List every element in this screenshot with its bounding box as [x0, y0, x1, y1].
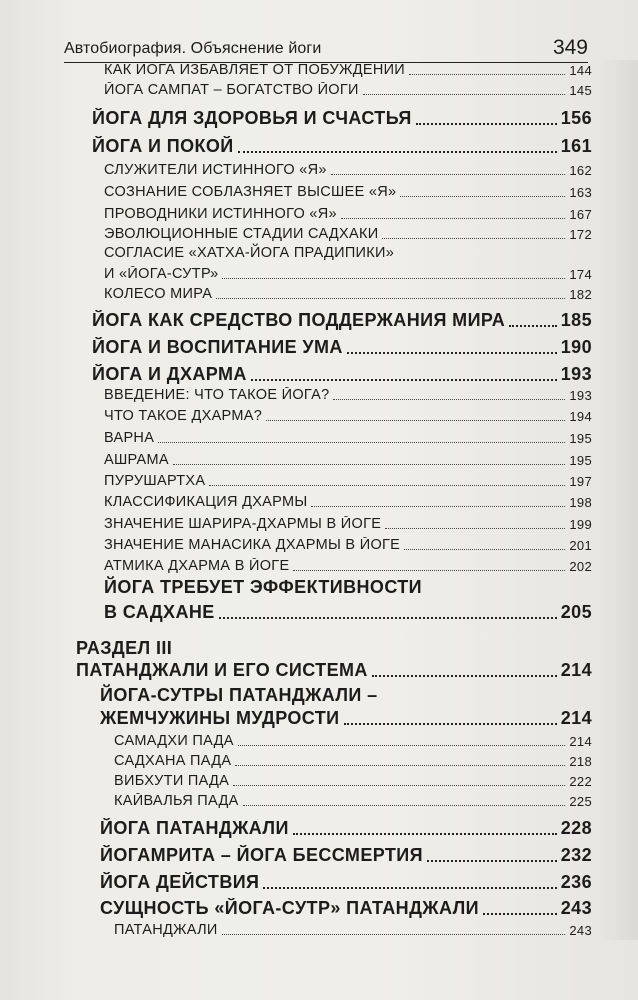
toc-entry — [104, 408, 592, 424]
leader-dots — [385, 527, 565, 529]
leader-dots — [341, 217, 566, 219]
toc-entry-title: КАК ЙОГА ИЗБАВЛЯЕТ ОТ ПОБУЖДЕНИЙ — [104, 62, 406, 78]
toc-entry-page: 228 — [560, 818, 592, 838]
leader-dots — [251, 378, 557, 381]
toc-entry-page: 236 — [560, 872, 592, 892]
leader-dots — [382, 237, 565, 239]
leader-dots — [293, 569, 565, 571]
leader-dots — [222, 277, 565, 279]
toc-entry-title-line2: И «ЙОГА-СУТР» — [104, 266, 219, 282]
toc-entry-page: 197 — [569, 474, 592, 489]
toc-entry-title: САМАДХИ ПАДА — [114, 733, 234, 749]
page-number: 349 — [552, 36, 588, 59]
leader-dots — [416, 122, 557, 125]
toc-entry-title: ЙОГА КАК СРЕДСТВО ПОДДЕРЖАНИЯ МИРА — [92, 310, 506, 330]
toc-entry — [104, 82, 592, 98]
toc-entry-page: 198 — [569, 495, 592, 510]
toc-entry — [104, 516, 592, 532]
toc-entry — [92, 364, 592, 385]
toc-entry-page: 225 — [569, 794, 592, 809]
leader-dots — [344, 722, 557, 725]
leader-dots — [400, 195, 565, 197]
toc-entry-page: 195 — [569, 431, 592, 446]
toc-entry — [104, 226, 592, 242]
toc-entry-page: 201 — [569, 538, 592, 553]
toc-entry — [100, 872, 592, 893]
toc-entry-page: 162 — [569, 163, 592, 178]
toc-entry-page: 172 — [569, 227, 592, 242]
toc-entry-page: 193 — [569, 388, 592, 403]
toc-entry — [104, 430, 592, 446]
leader-dots — [238, 744, 566, 746]
toc-entry-title: КАЙВАЛЬЯ ПАДА — [114, 793, 239, 809]
toc-entry — [114, 753, 592, 769]
toc-entry-page: 222 — [569, 774, 592, 789]
toc-entry — [100, 845, 592, 866]
toc-entry-page: 243 — [569, 923, 592, 938]
toc-entry-title: ПАТАНДЖАЛИ — [114, 922, 218, 938]
toc-entry — [104, 473, 592, 489]
leader-dots — [427, 859, 557, 862]
toc-entry-title: САДХАНА ПАДА — [114, 753, 232, 769]
toc-entry-title: ЙОГА САМПАТ – БОГАТСТВО ЙОГИ — [104, 82, 359, 98]
toc-entry-title: КОЛЕСО МИРА — [104, 286, 213, 302]
toc-entry-page: 214 — [569, 734, 592, 749]
toc-entry-page: 185 — [560, 310, 592, 330]
toc-entry-title: ЙОГА И ПОКОЙ — [92, 136, 234, 156]
toc-entry-title-line2: В САДХАНЕ — [104, 602, 215, 622]
toc-entry — [104, 266, 592, 282]
toc-entry-title: ПАТАНДЖАЛИ И ЕГО СИСТЕМА — [76, 660, 368, 680]
toc-entry-page: 199 — [569, 517, 592, 532]
toc-entry-title: ЙОГА И ДХАРМА — [92, 364, 247, 384]
toc-entry-page: 182 — [569, 287, 592, 302]
leader-dots — [243, 804, 566, 806]
toc-entry-title: ЙОГА ПАТАНДЖАЛИ — [100, 818, 289, 838]
leader-dots — [331, 173, 566, 175]
toc-entry-page: 193 — [560, 364, 592, 384]
leader-dots — [233, 784, 565, 786]
toc-entry-title: ЙОГАМРИТА – ЙОГА БЕССМЕРТИЯ — [100, 845, 423, 865]
section-heading: РАЗДЕЛ III — [76, 638, 173, 658]
leader-dots — [263, 886, 556, 889]
leader-dots — [483, 912, 557, 915]
toc-entry — [114, 733, 592, 749]
toc-entry — [104, 494, 592, 510]
toc-entry-title-line1: ЙОГА-СУТРЫ ПАТАНДЖАЛИ – — [100, 685, 378, 705]
leader-dots — [238, 150, 557, 153]
toc-entry-page: 214 — [560, 708, 592, 728]
toc-entry-title: ЗНАЧЕНИЕ МАНАСИКА ДХАРМЫ В ЙОГЕ — [104, 537, 401, 553]
toc-entry-page: 156 — [560, 108, 592, 128]
toc-entry — [104, 162, 592, 178]
toc-entry-title: ЗНАЧЕНИЕ ШАРИРА-ДХАРМЫ В ЙОГЕ — [104, 516, 382, 532]
toc-entry — [92, 310, 592, 331]
leader-dots — [209, 484, 565, 486]
toc-entry-page: 145 — [569, 83, 592, 98]
toc-entry-page: 190 — [560, 337, 592, 357]
toc-entry-title: СОЗНАНИЕ СОБЛАЗНЯЕТ ВЫСШЕЕ «Я» — [104, 184, 397, 200]
toc-entry — [104, 286, 592, 302]
toc-entry-title-line1: СОГЛАСИЕ «ХАТХА-ЙОГА ПРАДИПИКИ» — [104, 245, 395, 261]
toc-entry — [92, 108, 592, 129]
toc-entry-page: 174 — [569, 267, 592, 282]
toc-entry-title: СУЩНОСТЬ «ЙОГА-СУТР» ПАТАНДЖАЛИ — [100, 898, 479, 918]
leader-dots — [293, 832, 557, 835]
toc-entry-title: АШРАМА — [104, 452, 169, 468]
toc-entry-page: 205 — [560, 602, 592, 622]
toc-entry-page: 195 — [569, 453, 592, 468]
toc-entry — [114, 922, 592, 938]
toc-entry — [76, 660, 592, 681]
toc-entry — [104, 184, 592, 200]
running-title: Автобиография. Объяснение йоги — [64, 40, 322, 57]
toc-entry-title: ВВЕДЕНИЕ: ЧТО ТАКОЕ ЙОГА? — [104, 387, 330, 403]
toc-entry-title: ПУРУШАРТХА — [104, 473, 206, 489]
toc-entry — [100, 898, 592, 919]
toc-entry — [104, 206, 592, 222]
toc-entry — [114, 793, 592, 809]
leader-dots — [347, 351, 557, 354]
leader-dots — [266, 419, 565, 421]
toc-entry — [104, 602, 592, 623]
toc-entry — [92, 337, 592, 358]
toc-entry-page: 163 — [569, 185, 592, 200]
toc-entry-page: 232 — [560, 845, 592, 865]
toc-entry-page: 161 — [560, 136, 592, 156]
toc-entry-title: ПРОВОДНИКИ ИСТИННОГО «Я» — [104, 206, 337, 222]
toc-entry-title: АТМИКА ДХАРМА В ЙОГЕ — [104, 558, 290, 574]
toc-entry — [100, 818, 592, 839]
toc-entry-title-line1: ЙОГА ТРЕБУЕТ ЭФФЕКТИВНОСТИ — [104, 577, 423, 597]
leader-dots — [311, 505, 565, 507]
toc-entry — [104, 62, 592, 78]
toc-entry-title: ЙОГА И ВОСПИТАНИЕ УМА — [92, 337, 343, 357]
toc-entry-title: ЙОГА ДЕЙСТВИЯ — [100, 872, 260, 892]
toc-entry — [114, 773, 592, 789]
leader-dots — [372, 674, 557, 677]
leader-dots — [235, 764, 565, 766]
toc-entry-title: ВИБХУТИ ПАДА — [114, 773, 230, 789]
toc-entry-page: 167 — [569, 207, 592, 222]
toc-entry — [100, 708, 592, 729]
leader-dots — [333, 398, 565, 400]
toc-entry-title: ЧТО ТАКОЕ ДХАРМА? — [104, 408, 263, 424]
toc-entry-title-line2: ЖЕМЧУЖИНЫ МУДРОСТИ — [100, 708, 340, 728]
toc-entry-title: ВАРНА — [104, 430, 155, 446]
leader-dots — [158, 441, 565, 443]
toc-entry-title: ЙОГА ДЛЯ ЗДОРОВЬЯ И СЧАСТЬЯ — [92, 108, 412, 128]
toc-entry-title: КЛАССИФИКАЦИЯ ДХАРМЫ — [104, 494, 308, 510]
toc-entry-title: ЭВОЛЮЦИОННЫЕ СТАДИИ САДХАКИ — [104, 226, 379, 242]
leader-dots — [173, 463, 566, 465]
toc-entry — [104, 387, 592, 403]
toc-entry — [104, 452, 592, 468]
leader-dots — [404, 548, 565, 550]
toc-entry-title: СЛУЖИТЕЛИ ИСТИННОГО «Я» — [104, 162, 327, 178]
leader-dots — [509, 324, 557, 327]
toc-entry-page: 218 — [569, 754, 592, 769]
toc-entry-page: 144 — [569, 63, 592, 78]
toc-entry-page: 214 — [560, 660, 592, 680]
toc-entry-page: 194 — [569, 409, 592, 424]
toc-entry — [104, 537, 592, 553]
leader-dots — [409, 73, 565, 75]
toc-entry-page: 243 — [560, 898, 592, 918]
leader-dots — [363, 93, 566, 95]
toc-entry — [104, 558, 592, 574]
leader-dots — [222, 933, 566, 935]
leader-dots — [216, 297, 565, 299]
leader-dots — [219, 616, 557, 619]
toc-entry-page: 202 — [569, 559, 592, 574]
toc-entry — [92, 136, 592, 157]
